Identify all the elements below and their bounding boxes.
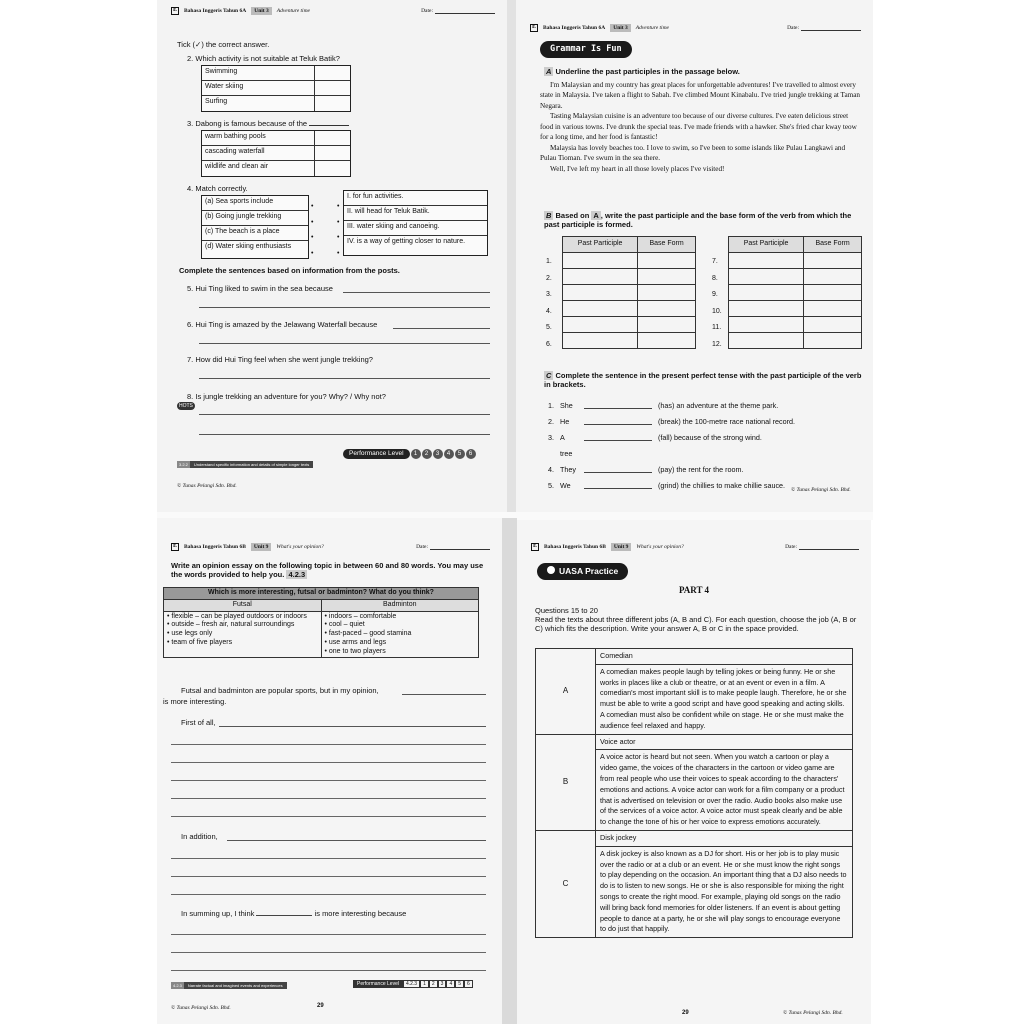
match-left-item: (a) Sea sports include xyxy=(202,196,308,211)
option-water-skiing: Water skiing xyxy=(205,83,244,90)
answer-blank[interactable] xyxy=(584,414,652,425)
book-title: Bahasa Inggeris Tahun 6A xyxy=(543,24,606,31)
job-title: Comedian xyxy=(596,649,852,665)
essay-instruction xyxy=(171,561,489,580)
job-row-a xyxy=(536,649,853,735)
book-title: Bahasa Inggeris Tahun 6B xyxy=(544,543,606,550)
page-header xyxy=(531,540,859,554)
answer-cell[interactable] xyxy=(804,269,862,285)
writing-line[interactable] xyxy=(171,876,486,877)
performance-label: Performance Level xyxy=(343,449,410,459)
match-right-item: II. will head for Teluk Batik. xyxy=(344,206,487,221)
part-heading: PART 4 xyxy=(678,585,710,595)
writing-line[interactable] xyxy=(171,934,486,935)
question-text: Hui Ting liked to swim in the sea because xyxy=(195,284,333,293)
level-4: 4 xyxy=(444,449,454,459)
section-b-instruction xyxy=(544,211,866,230)
match-left-item: (b) Going jungle trekking xyxy=(202,211,308,226)
question-7 xyxy=(187,355,373,364)
answer-cell[interactable] xyxy=(729,269,804,285)
match-right-item: I. for fun activities. xyxy=(344,191,487,206)
answer-cell[interactable] xyxy=(804,285,862,301)
match-right-column xyxy=(343,190,488,256)
level-5: 5 xyxy=(455,449,465,459)
tick-box[interactable] xyxy=(314,131,350,145)
book-logo-icon: E xyxy=(172,543,177,550)
c-item-2: 2. He (break) the 100-metre race national record. xyxy=(548,414,864,430)
instruction-text: Complete the sentence in the present perfect tense with the past participle of the verb in brackets. xyxy=(544,371,862,390)
section-c-items xyxy=(548,398,864,494)
question-number: 5. xyxy=(187,284,194,293)
level-2: 2 xyxy=(422,449,432,459)
job-title: Disk jockey xyxy=(596,831,852,847)
match-left-item: (d) Water skiing enthusiasts xyxy=(205,243,292,250)
right-row-numbers: 7. 8. 9. 10. 11. 12. xyxy=(712,258,722,348)
answer-line[interactable] xyxy=(393,328,490,329)
answer-cell[interactable] xyxy=(729,333,804,349)
performance-label: Performance Level xyxy=(353,980,403,988)
date-label: Date: xyxy=(787,24,799,31)
question-text: How did Hui Ting feel when she went jungle trekking? xyxy=(195,355,373,364)
performance-level xyxy=(343,449,476,459)
date-field[interactable] xyxy=(416,544,490,551)
level-2: 2 xyxy=(429,980,438,988)
page-number: 29 xyxy=(682,1010,689,1016)
answer-blank[interactable] xyxy=(584,430,652,441)
table-title: Which is more interesting, futsal or badminton? What do you think? xyxy=(164,588,479,600)
question-text: Is jungle trekking an adventure for you? Why? / Why not? xyxy=(195,392,386,401)
unit-title: What's your opinion? xyxy=(636,543,684,550)
reference-a: A xyxy=(593,211,599,220)
writing-line[interactable] xyxy=(171,798,486,799)
date-field[interactable] xyxy=(787,25,861,32)
answer-line[interactable] xyxy=(199,434,490,435)
answer-cell[interactable] xyxy=(638,253,696,269)
standard-code: 4.2.3 xyxy=(173,983,182,988)
instruction-text: Write an opinion essay on the following topic in between 60 and 80 words. You may use the words provided to help you. xyxy=(171,561,484,580)
answer-cell[interactable] xyxy=(563,317,638,333)
unit-label: Unit 3 xyxy=(251,7,272,16)
c-item-5: 5. We (grind) the chillies to make chillie sauce. xyxy=(548,478,864,494)
essay-first: First of all, xyxy=(181,718,216,727)
answer-cell[interactable] xyxy=(563,253,638,269)
tick-box[interactable] xyxy=(314,66,350,80)
unit-label: Unit 9 xyxy=(251,543,272,552)
copyright: © Tunas Pelangi Sdn. Bhd. xyxy=(171,1005,231,1011)
writing-line[interactable] xyxy=(171,894,486,895)
writing-line[interactable] xyxy=(171,952,486,953)
unit-label: Unit 3 xyxy=(610,24,631,33)
question-number: 7. xyxy=(187,355,194,364)
option-cascading-waterfall: cascading waterfall xyxy=(205,148,265,155)
option-warm-bathing-pools: warm bathing pools xyxy=(205,133,266,140)
question-2 xyxy=(187,54,340,63)
job-text: A disk jockey is also known as a DJ for short. His or her job is to play music over the radio or at a club or an event. He or she must know the right songs to play depending on the occasion. An important thing that a DJ also needs to do is to listen to new songs. He or she is also responsible for mixing the right songs to create the right mood. For example, playing old songs on the radio will bring back fond memories for older listeners. If an event is about getting people to dance at a party, he or she will play songs to encourage everyone to do just that happily. xyxy=(600,848,847,934)
level-3: 3 xyxy=(433,449,443,459)
job-text: A voice actor is heard but not seen. When you watch a cartoon or play a video game, the voices of the characters in the cartoon or video game are from real people who use their voices to speak according to the characters' emotions and actions. A voice actor can work for a film company or a product that is advertised on television or over the radio. Audio books also make use of the services of a voice actor. A voice actor must speak clearly and be able to change the tone of his or her voice to express emotions accurately. xyxy=(600,752,845,827)
answer-cell[interactable] xyxy=(804,301,862,317)
answer-cell[interactable] xyxy=(729,285,804,301)
answer-line[interactable] xyxy=(199,414,490,415)
page-header xyxy=(171,540,490,554)
answer-blank[interactable] xyxy=(256,915,312,916)
tick-box[interactable] xyxy=(314,96,350,111)
section-c-label: C xyxy=(546,371,552,380)
instruction-text: Underline the past participles in the passage below. xyxy=(555,67,740,76)
job-text: A comedian makes people laugh by telling jokes or being funny. He or she works in places like a club or theatre, or at an event or even in a film. A comedian's most important skill is to make people laugh. Therefore, he or she must be able to write a good script and have good speaking and acting skills. A comedian must also be confident while on stage. He or she must make the audience feel relaxed and happy. xyxy=(600,666,847,730)
unit-title: What's your opinion? xyxy=(276,543,324,550)
copyright: © Tunas Pelangi Sdn. Bhd. xyxy=(791,487,851,493)
question-text: Hui Ting is amazed by the Jelawang Waterfall because xyxy=(195,320,378,329)
performance-code: 4.2.3 xyxy=(403,980,420,988)
job-label: B xyxy=(536,734,596,830)
answer-cell[interactable] xyxy=(638,285,696,301)
instruction-text: Based on xyxy=(555,211,590,220)
passage-paragraph: I'm Malaysian and my country has great places for unforgettable adventures! I've travelled to almost every state in Malaysia. I've taken a flight to Sabah. I've climbed Mount Kinabalu. I've tried jungle trekking at Taman Negara. xyxy=(540,81,861,110)
tick-box[interactable] xyxy=(314,161,350,176)
answer-cell[interactable] xyxy=(804,333,862,349)
section-a-label: A xyxy=(546,67,552,76)
c-item-4: 4. They (pay) the rent for the room. xyxy=(548,462,864,478)
tick-box[interactable] xyxy=(314,81,350,95)
match-left-column xyxy=(201,195,309,259)
level-6: 6 xyxy=(464,980,473,988)
question-number: 3. xyxy=(187,119,194,128)
col-base-form: Base Form xyxy=(638,237,696,253)
job-row-c xyxy=(536,830,853,937)
unit-title: Adventure time xyxy=(276,7,310,14)
answer-line[interactable] xyxy=(219,726,486,727)
answer-blank[interactable] xyxy=(584,478,652,489)
answer-cell[interactable] xyxy=(563,269,638,285)
match-dots-right[interactable]: • • • • xyxy=(337,203,340,257)
question-number: 4. xyxy=(187,184,194,193)
answer-line[interactable] xyxy=(199,307,490,308)
part4-instruction: Read the texts about three different jobs (A, B and C). For each question, choose the job (A, B or C) which fits the description. Write your answer A, B or C in the space provided. xyxy=(535,615,857,634)
col-past-participle: Past Participle xyxy=(563,237,638,253)
learning-standard xyxy=(177,461,313,468)
col-badminton: Badminton xyxy=(321,599,479,611)
q2-options-table xyxy=(201,65,351,112)
question-text: Which activity is not suitable at Teluk Batik? xyxy=(195,54,340,63)
answer-cell[interactable] xyxy=(804,253,862,269)
answer-cell[interactable] xyxy=(563,285,638,301)
question-number: 2. xyxy=(187,54,194,63)
answer-line[interactable] xyxy=(199,378,490,379)
writing-line[interactable] xyxy=(171,858,486,859)
level-5: 5 xyxy=(455,980,464,988)
date-label: Date: xyxy=(421,7,433,14)
participle-table-right xyxy=(728,236,862,349)
left-row-numbers: 1. 2. 3. 4. 5. 6. xyxy=(546,258,552,348)
answer-cell[interactable] xyxy=(804,317,862,333)
section-a-instruction xyxy=(544,67,740,76)
hots-badge: HOTS xyxy=(179,403,193,409)
question-6 xyxy=(187,320,377,329)
page-divider-vertical-bottom xyxy=(502,518,517,1024)
writing-line[interactable] xyxy=(171,744,486,745)
summing-text-2: is more interesting because xyxy=(314,909,407,918)
book-logo-icon: E xyxy=(172,7,177,14)
col-futsal: Futsal xyxy=(164,599,322,611)
book-title: Bahasa Inggeris Tahun 6B xyxy=(184,543,246,550)
page-header xyxy=(171,4,495,18)
standard-code: 4.2.3 xyxy=(288,570,306,580)
section-title-text: UASA Practice xyxy=(559,566,619,576)
passage-paragraph: Well, I've left my heart in all those lovely places I've visited! xyxy=(550,164,725,173)
col-past-participle: Past Participle xyxy=(729,237,804,253)
match-right-item: III. water skiing and canoeing. xyxy=(344,221,487,236)
writing-line[interactable] xyxy=(171,780,486,781)
page-divider-vertical-top xyxy=(507,0,516,512)
answer-cell[interactable] xyxy=(638,269,696,285)
unit-label: Unit 9 xyxy=(611,543,632,552)
writing-line[interactable] xyxy=(171,762,486,763)
job-row-b xyxy=(536,734,853,830)
essay-summing xyxy=(181,909,406,918)
learning-standard xyxy=(171,982,287,989)
instruction: Tick (✓) the correct answer. xyxy=(177,40,270,49)
answer-blank[interactable] xyxy=(584,398,652,409)
date-label: Date: xyxy=(785,543,797,550)
option-surfing: Surfing xyxy=(205,98,228,105)
q3-options-table xyxy=(201,130,351,177)
answer-line[interactable] xyxy=(199,343,490,344)
match-dots-left[interactable]: • • • • xyxy=(311,203,314,257)
question-8 xyxy=(187,392,386,401)
level-1: 1 xyxy=(411,449,421,459)
performance-level xyxy=(353,980,473,988)
worksheet-page-top-left xyxy=(157,0,507,512)
answer-line[interactable] xyxy=(402,694,486,695)
answer-cell[interactable] xyxy=(729,253,804,269)
answer-cell[interactable] xyxy=(729,317,804,333)
answer-line[interactable] xyxy=(343,292,490,293)
essay-intro-2: is more interesting. xyxy=(163,697,227,706)
worksheet-page-top-right xyxy=(516,0,873,512)
level-3: 3 xyxy=(438,980,447,988)
answer-line[interactable] xyxy=(227,840,486,841)
badminton-points: • indoors – comfortable • cool – quiet • fast-paced – good stamina • use arms and legs • one to two players xyxy=(321,611,479,658)
worksheet-page-bottom-right xyxy=(517,520,871,1024)
standard-code: 3.2.2 xyxy=(179,462,188,467)
answer-cell[interactable] xyxy=(729,301,804,317)
writing-line[interactable] xyxy=(171,816,486,817)
job-title: Voice actor xyxy=(596,735,852,751)
date-field[interactable] xyxy=(421,8,495,15)
uasa-icon xyxy=(547,566,555,574)
section-c-instruction xyxy=(544,371,866,390)
answer-cell[interactable] xyxy=(638,301,696,317)
question-5 xyxy=(187,284,333,293)
standard-text: Narrate factual and imagined events and experiences xyxy=(184,982,287,989)
book-logo-icon: E xyxy=(531,24,536,31)
summing-text: In summing up, I think xyxy=(181,909,255,918)
passage-paragraph: Malaysia has lovely beaches too. I love to swim, so I've been to some islands like Pulau Langkawi and Pulau Tioman. I've swum in the sea there. xyxy=(540,143,846,163)
book-logo-icon: E xyxy=(532,543,537,550)
topic-table xyxy=(163,587,479,658)
match-left-item: (c) The beach is a place xyxy=(202,226,308,241)
page-number: 29 xyxy=(317,1003,324,1009)
answer-cell[interactable] xyxy=(563,333,638,349)
question-3 xyxy=(187,119,349,128)
option-wildlife-clean-air: wildlife and clean air xyxy=(205,163,269,170)
questions-range: Questions 15 to 20 xyxy=(535,606,598,615)
unit-title: Adventure time xyxy=(635,24,669,31)
standard-text: Understand specific information and details of simple longer texts xyxy=(190,461,313,468)
jobs-table xyxy=(535,648,853,938)
date-label: Date: xyxy=(416,543,428,550)
instruction-text: , write the past participle and the base form of the verb from which the past participle is formed. xyxy=(544,211,852,230)
writing-line[interactable] xyxy=(171,970,486,971)
answer-cell[interactable] xyxy=(638,333,696,349)
copyright: © Tunas Pelangi Sdn. Bhd. xyxy=(177,483,237,489)
c-item-1: 1. She (has) an adventure at the theme park. xyxy=(548,398,864,414)
job-label: A xyxy=(536,649,596,735)
futsal-points: • flexible – can be played outdoors or indoors • outside – fresh air, natural surroundings • use legs only • team of five players xyxy=(164,611,322,658)
section-b-label: B xyxy=(546,211,552,220)
question-text: Match correctly. xyxy=(195,184,248,193)
passage xyxy=(540,80,862,174)
question-text: Dabong is famous because of the xyxy=(195,119,308,128)
page-header xyxy=(530,21,861,35)
tick-box[interactable] xyxy=(314,146,350,160)
question-4 xyxy=(187,184,248,193)
c-item-3: 3. A tree (fall) because of the strong wind. xyxy=(548,430,864,462)
essay-intro: Futsal and badminton are popular sports, but in my opinion, xyxy=(181,686,379,695)
answer-cell[interactable] xyxy=(563,301,638,317)
answer-blank[interactable] xyxy=(584,462,652,473)
job-label: C xyxy=(536,830,596,937)
book-title: Bahasa Inggeris Tahun 6A xyxy=(184,7,247,14)
option-swimming: Swimming xyxy=(205,68,238,75)
participle-table-left xyxy=(562,236,696,349)
complete-instruction: Complete the sentences based on information from the posts. xyxy=(179,266,400,275)
copyright: © Tunas Pelangi Sdn. Bhd. xyxy=(783,1010,843,1016)
match-right-item: IV. is a way of getting closer to nature. xyxy=(347,238,466,245)
question-number: 8. xyxy=(187,392,194,401)
level-6: 6 xyxy=(466,449,476,459)
passage-paragraph: Tasting Malaysian cuisine is an adventure too because of our diverse cultures. I've eaten delicious street food in various towns. I've drunk the special teas. I've made friends with a hawker. She's fried char kway teow for a long time, and her food is fantastic! xyxy=(540,112,857,142)
level-1: 1 xyxy=(420,980,429,988)
worksheet-page-bottom-left xyxy=(157,518,502,1024)
level-4: 4 xyxy=(446,980,455,988)
date-field[interactable] xyxy=(785,544,859,551)
question-number: 6. xyxy=(187,320,194,329)
col-base-form: Base Form xyxy=(804,237,862,253)
section-title-grammar: Grammar Is Fun xyxy=(540,41,632,58)
essay-addition: In addition, xyxy=(181,832,218,841)
section-title-uasa xyxy=(537,563,628,580)
answer-cell[interactable] xyxy=(638,317,696,333)
